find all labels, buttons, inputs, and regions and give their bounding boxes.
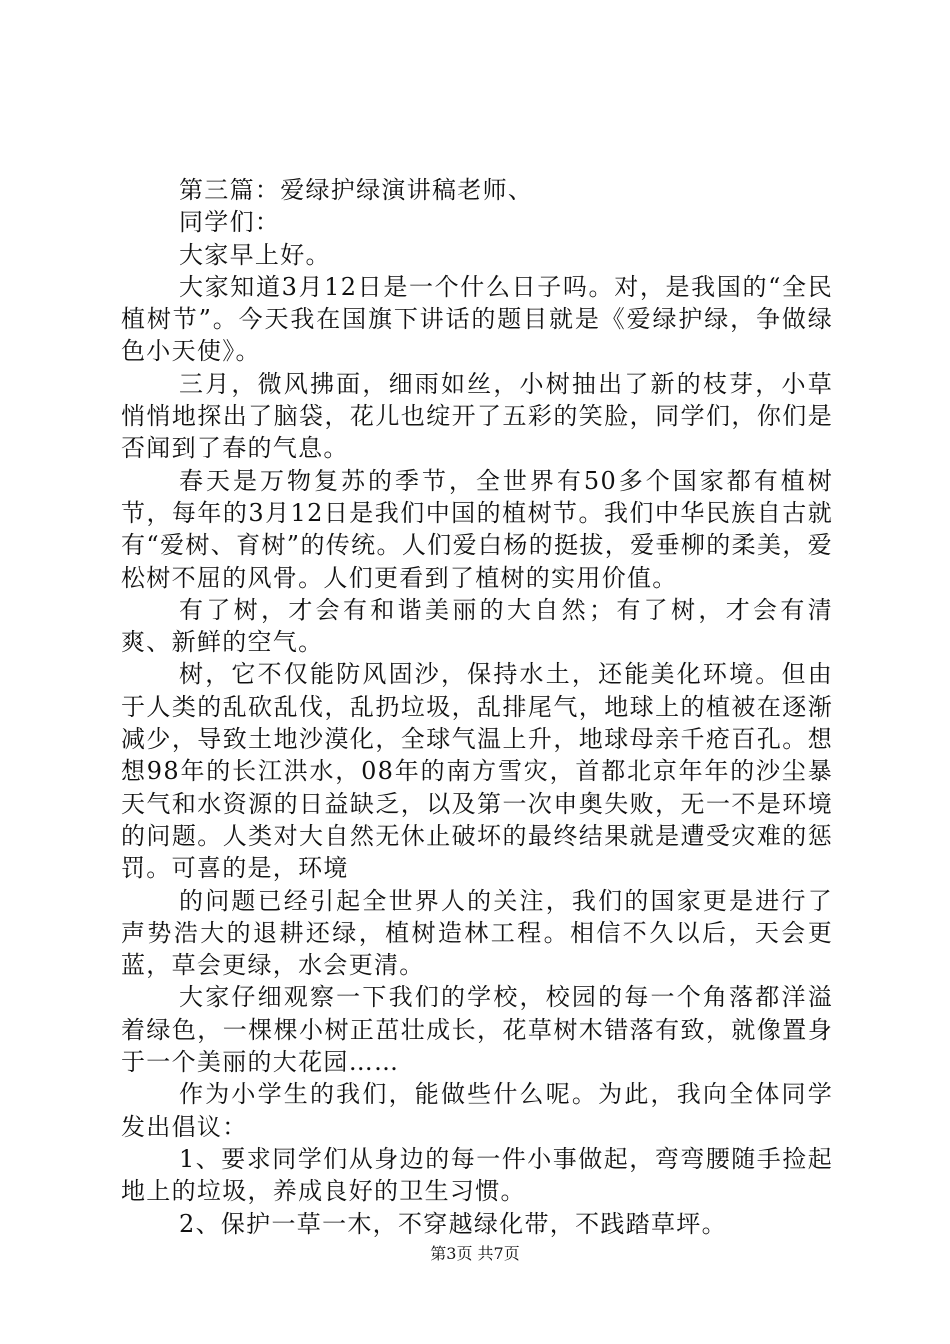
page-footer: 第3页 共7页 [430, 1244, 520, 1263]
paragraph: 的问题已经引起全世界人的关注，我们的国家更是进行了声势浩大的退耕还绿，植树造林工程。相信不久以后，天会更蓝，草会更绿，水会更清。 [121, 886, 833, 980]
paragraph: 大家知道3月12日是一个什么日子吗。对，是我国的“全民植树节”。今天我在国旗下讲话的题目就是《爱绿护绿，争做绿色小天使》。 [121, 272, 833, 366]
paragraph: 有了树，才会有和谐美丽的大自然；有了树，才会有清爽、新鲜的空气。 [121, 595, 833, 657]
paragraph-title: 第三篇：爱绿护绿演讲稿老师、 [179, 176, 534, 204]
paragraph: 作为小学生的我们，能做些什么呢。为此，我向全体同学发出倡议： [121, 1080, 833, 1141]
paragraph: 大家仔细观察一下我们的学校，校园的每一个角落都洋溢着绿色，一棵棵小树正茁壮成长，花草树木错落有致，就像置身于一个美丽的大花园…… [121, 983, 833, 1077]
paragraph: 三月，微风拂面，细雨如丝，小树抽出了新的枝芽，小草悄悄地探出了脑袋，花儿也绽开了五彩的笑脸，同学们，你们是否闻到了春的气息。 [121, 369, 833, 463]
paragraph: 春天是万物复苏的季节，全世界有50多个国家都有植树节，每年的3月12日是我们中国的植树节。我们中华民族自古就有“爱树、育树”的传统。人们爱白杨的挺拔，爱垂柳的柔美，爱松树不屈的风骨。人们更看到了植树的实用价值。 [121, 466, 833, 592]
paragraph-salutation: 同学们： [179, 208, 281, 237]
paragraph: 树，它不仅能防风固沙，保持水土，还能美化环境。但由于人类的乱砍乱伐，乱扔垃圾，乱排尾气，地球上的植被在逐渐减少，导致土地沙漠化，全球气温上升，地球母亲千疮百孔。想想98年的长江洪水，08年的南方雪灾，首都北京年年的沙尘暴天气和水资源的日益缺乏，以及第一次申奥失败，无一不是环境的问题。人类对大自然无休止破坏的最终结果就是遭受灾难的惩罚。可喜的是，环境 [121, 660, 833, 883]
paragraph: 2、保护一草一木，不穿越绿化带，不践踏草坪。 [179, 1209, 727, 1238]
paragraph-greeting: 大家早上好。 [179, 240, 331, 269]
document-body [121, 174, 833, 1240]
paragraph: 1、要求同学们从身边的每一件小事做起，弯弯腰随手捡起地上的垃圾，养成良好的卫生习惯。 [121, 1144, 833, 1206]
